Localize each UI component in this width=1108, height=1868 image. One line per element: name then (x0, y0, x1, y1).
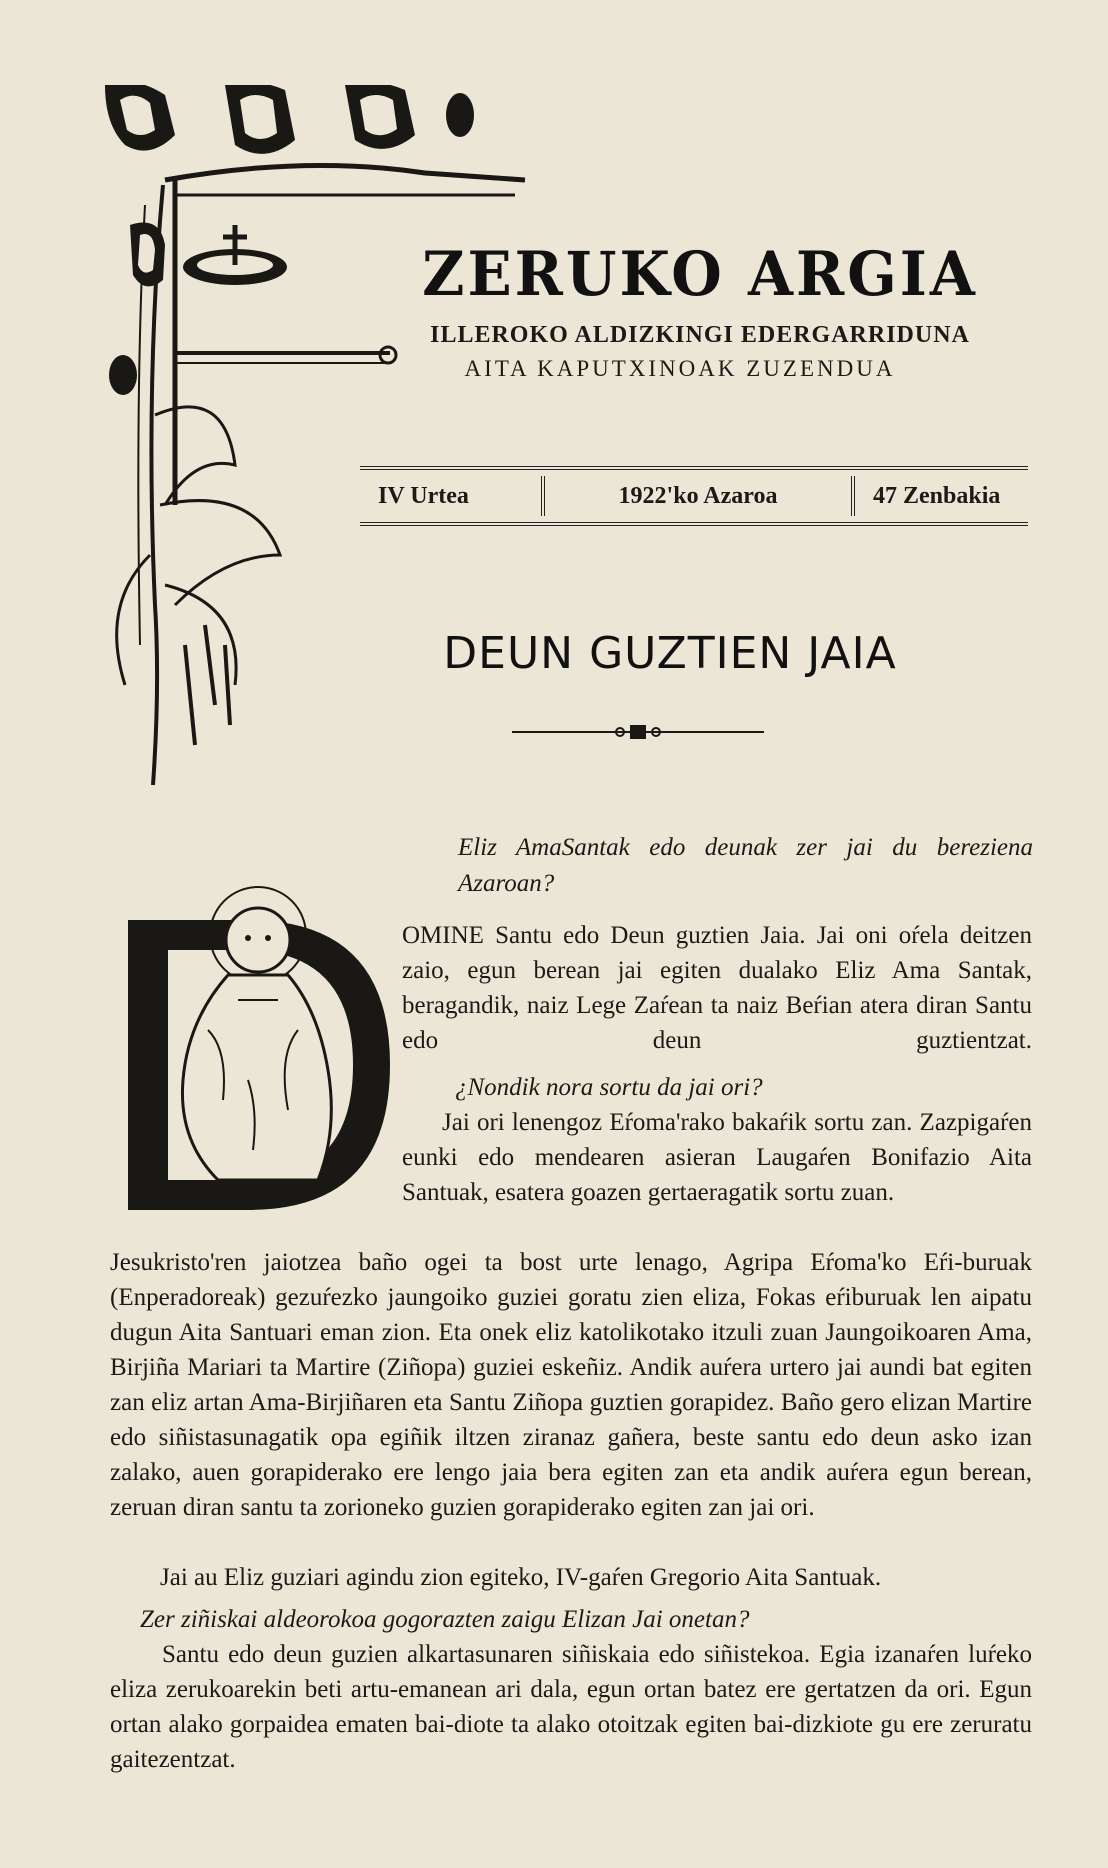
paragraph-2b: Jesukristo'ren jaiotzea baño ogei ta bost urte lenago, Agripa Eŕoma'ko Eŕi-buruak (Enperadoreak) gezuŕezko jaungoiko guziei goratu zien eliza, Fokas eŕiburuak len aipatu dugun Aita Santuari eman zion. Eta onek eliz katolikotako itzuli zuan Jaungoikoaren Ama, Birjiña Mariari ta Martire (Ziñopa) guziei eskeñiz. Andik auŕera urtero jai aundi bat egiten zan eliz artan Ama-Birjiñaren eta Santu Ziñopa guztien gorapidez. Baño gero elizan Martire edo siñistasunagatik opa egiñik iltzen ziranaz gañera, beste santu edo deun asko izan zalako, auen gorapiderako ere lengo jaia bera egiten zan eta andik auŕera egun berean, zeruan diran santu ta zorioneko guzien gorapiderako egiten zan jai ori. (110, 1249, 1032, 1521)
issue-info-bar (360, 466, 1028, 526)
issue-year: IV Urtea (378, 482, 469, 509)
article-title: DEUN GUZTIEN JAIA (443, 628, 897, 679)
paragraph-2a: Jai ori lenengoz Eŕoma'rako bakaŕik sortu zan. Zazpigaŕen eunki edo mendearen asieran Laugaŕen Bonifazio Aita Santuak, esatera goazen gertaeragatik sortu zuan. (402, 1109, 1032, 1206)
cross-anchor-emblem-icon (183, 225, 287, 285)
paragraph-4: Santu edo deun guzien alkartasunaren siñiskaia edo siñistekoa. Egia izanaŕen luŕeko eliza zerukoarekin beti artu-emanean ari dala, egun ortan batez ere gertatzen da ori. Egun ortan alako gorpaidea ematen bai-diote ta alako otoitzak egiten bai-dizkiote gu ere zeruratu gaitezentzat. (110, 1641, 1032, 1773)
ornamental-divider-icon (512, 722, 764, 742)
question-3: Zer ziñiskai aldeorokoa gogorazten zaigu Elizan Jai onetan? (140, 1606, 750, 1633)
question-1: Eliz AmaSantak edo deunak zer jai du bereziena Azaroan? (458, 834, 1033, 897)
masthead-title: ZERUKO ARGIA (422, 238, 978, 310)
masthead-editor: AITA KAPUTXINOAK ZUZENDUA (464, 356, 896, 381)
paragraph-1: OMINE Santu edo Deun guztien Jaia. Jai oni oŕela deitzen zaio, egun berean jai egiten dualako Eliz Ama Santak, beragandik, naiz Lege Zaŕean ta naiz Beŕian atera diran Santu edo deun guztientzat. (402, 922, 1032, 1054)
letter-d-child-illustration-icon (128, 880, 390, 1210)
issue-date: 1922'ko Azaroa (541, 476, 855, 516)
issue-number: 47 Zenbakia (873, 482, 1001, 509)
masthead-subtitle: ILLEROKO ALDIZKINGI EDERGARRIDUNA (430, 322, 970, 348)
question-2: ¿Nondik nora sortu da jai ori? (455, 1074, 763, 1101)
paragraph-3: Jai au Eliz guziari agindu zion egiteko, IV-gaŕen Gregorio Aita Santuak. (160, 1564, 882, 1591)
